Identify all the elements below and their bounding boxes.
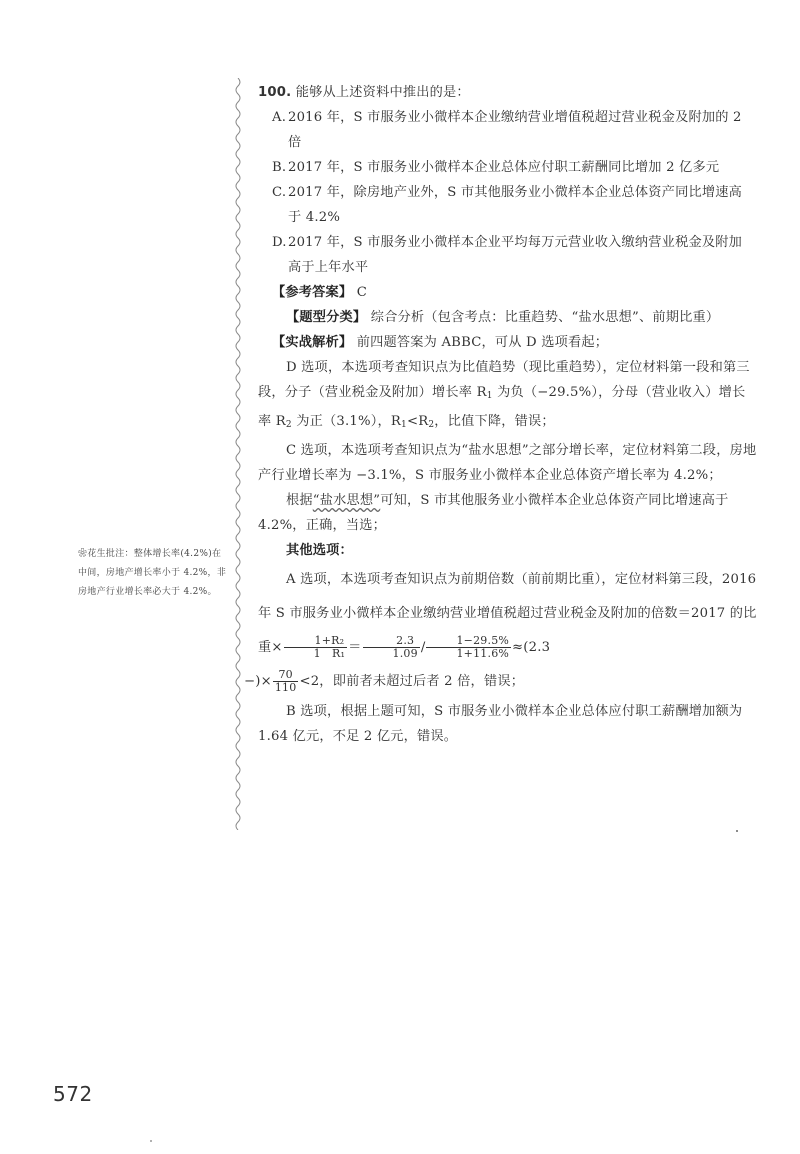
question-stem <box>258 80 758 105</box>
analysis-d: D 选项，本选项考查知识点为比值趋势（现比重趋势），定位材料第一段和第三段，分子（营业税金及附加）增长率 $R_1$ 为负（−29.5%），分母（营业收入）增长率 $R_2$ 为正（3.1%），$R_1<R_2$，比值下降，错误； <box>258 360 750 430</box>
answer-row <box>258 280 758 305</box>
category-row <box>258 305 758 330</box>
side-note-text: 整体增长率(4.2%)在中间，房地产增长率小于 4.2%，非房地产行业增长率必大于 4.2%。 <box>78 549 227 597</box>
category-label: 【题型分类】 <box>286 310 367 325</box>
category-text: 综合分析（包含考点：比重趋势、“盐水思想”、前期比重） <box>370 310 720 325</box>
page-number: 572 <box>53 1082 93 1106</box>
analysis-a-cont: −)× $\frac{70}{110}$ <2，即前者未超过后者 2 倍，错误； <box>244 668 525 694</box>
margin-wavy-line <box>233 78 243 830</box>
question-text: 能够从上述资料中推出的是： <box>295 85 470 100</box>
analysis-intro: 前四题答案为 ABBC，可从 D 选项看起； <box>356 335 609 350</box>
analysis-a: A 选项，本选项考查知识点为前期倍数（前前期比重），定位材料第三段，2016 年 S 市服务业小微样本企业缴纳营业增值税超过营业税金及附加的倍数＝2017 的比重× $\frac{\text{1+R₂}}{\text{1 R₁}}$ ＝ $\frac{2.3}{1.09}$ / $\frac{1-29.5\%}{1+11.6\%}$ ≈(2.3 <box>258 572 757 660</box>
fraction-2: $\frac{2.3}{1.09}$ <box>363 635 420 660</box>
analysis-b: B 选项，根据上题可知，S 市服务业小微样本企业总体应付职工薪酬增加额为 1.64 亿元，不足 2 亿元，错误。 <box>258 704 743 744</box>
analysis-c: C 选项，本选项考查知识点为“盐水思想”之部分增长率，定位材料第二段，房地产行业增长率为 −3.1%，S 市服务业小微样本企业总体资产增长率为 4.2%； <box>258 443 757 483</box>
option-a: A. 2016 年，S 市服务业小微样本企业缴纳营业增值税超过营业税金及附加的 2 倍 <box>272 110 742 150</box>
question-number: 100. <box>258 85 292 100</box>
answer-value: C <box>356 285 368 300</box>
other-options-title: 其他选项： <box>286 543 353 558</box>
answer-label: 【参考答案】 <box>272 285 353 300</box>
stray-dot <box>150 1140 152 1142</box>
fraction-1: $\frac{\text{1+R₂}}{\text{1 R₁}}$ <box>284 635 348 660</box>
option-b: B. 2017 年，S 市服务业小微样本企业总体应付职工薪酬同比增加 2 亿多元 <box>272 160 720 175</box>
analysis-label: 【实战解析】 <box>272 335 353 350</box>
side-note <box>78 545 228 602</box>
side-note-label: 花生批注： <box>87 549 134 559</box>
stray-dot <box>736 830 738 832</box>
main-content <box>244 80 758 749</box>
option-c: C. 2017 年，除房地产业外，S 市其他服务业小微样本企业总体资产同比增速高于 4.2% <box>272 185 743 225</box>
analysis-c-conclusion: 根据“盐水思想”可知，S 市其他服务业小微样本企业总体资产同比增速高于 4.2%，正确，当选； <box>258 493 729 533</box>
fraction-4: $\frac{70}{110}$ <box>274 668 297 694</box>
option-d: D.2017 年，S 市服务业小微样本企业平均每万元营业收入缴纳营业税金及附加高于上年水平 <box>272 235 743 275</box>
flower-icon: ❀ <box>78 549 88 559</box>
fraction-3: $\frac{1-29.5\%}{1+11.6\%}$ <box>426 635 511 660</box>
analysis-row <box>258 330 758 355</box>
